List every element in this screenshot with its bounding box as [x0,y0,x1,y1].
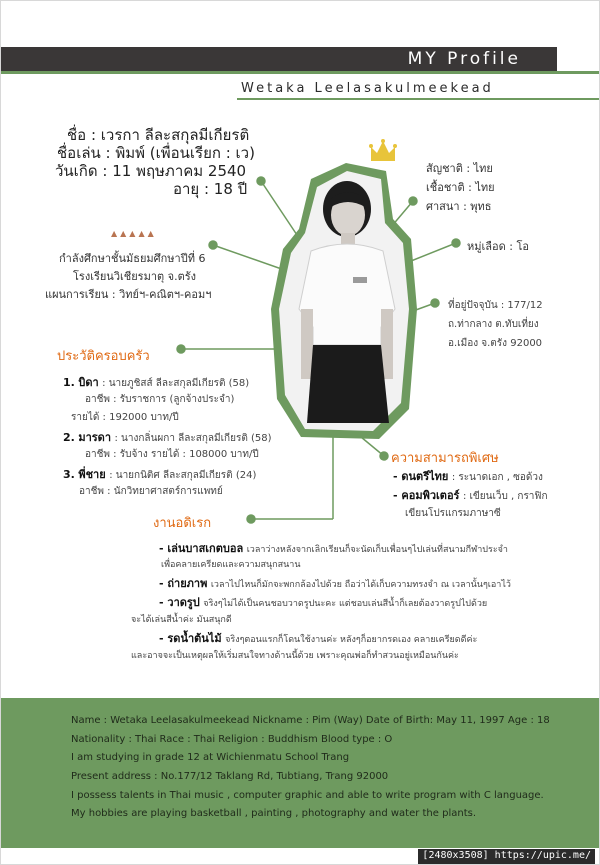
hobby-4-text: จริงๆตอนแรกก็โดนใช้งานค่ะ หลังๆก็อยากรดเอง คลายเครียดดีค่ะ [225,635,478,645]
address-line-2: ถ.ท่ากลาง ต.ทับเที่ยง [448,319,539,330]
summary-line-6: My hobbies are playing basketball , painting , photography and water the plants. [71,808,476,819]
nickname: ชื่อเล่น : พิมพ์ (เพื่อนเรียก : เว) [57,144,255,162]
talent-1 [393,467,543,485]
age: อายุ : 18 ปี [173,180,248,198]
blood-type-th: หมู่เลือด : โอ [467,240,529,253]
address-line-3: อ.เมือง จ.ตรัง 92000 [448,338,543,349]
hobby-1-label: - เล่นบาสเกตบอล [159,542,244,555]
family-heading: ประวัติครอบครัว [57,349,150,364]
hobby-3-text-2: จะได้เล่นสีน้ำค่ะ มันสนุกดี [131,615,232,625]
member-1-role: บิดา [78,376,99,389]
family-member-1 [63,373,249,391]
photo-frame-icon [271,159,421,441]
family-member-2 [63,428,272,446]
talent-1-text: : ระนาดเอก , ซอด้วง [451,472,543,483]
image-size-stamp: [2480x3508] https://upic.me/ [418,849,595,865]
member-3-name: : นายกนิติศ ลีละสกุลมีเกียรติ (24) [109,470,257,481]
member-3-job: อาชีพ : นักวิทยาศาสตร์การแพทย์ [79,486,223,497]
member-1-number: 1. [63,376,75,389]
hobby-heading: งานอดิเรก [153,516,212,531]
race-th: เชื้อชาติ : ไทย [426,181,495,194]
hobby-1-text: เวลาว่างหลังจากเลิกเรียนก็จะนัดเก็บเพื่อนๆไปเล่นที่สนามกีฬาประจำ [246,545,508,555]
hobby-3 [159,593,487,611]
hobby-3-label: - วาดรูป [159,596,200,609]
page-title: MY Profile [407,49,521,69]
talent-2 [393,486,548,504]
summary-line-4: Present address : No.177/12 Taklang Rd, Tubtiang, Trang 92000 [71,771,389,782]
study-plan: แผนการเรียน : วิทย์ฯ-คณิตฯ-คอมฯ [45,288,212,301]
member-3-role: พี่ชาย [78,468,106,481]
nationality-th: สัญชาติ : ไทย [426,162,493,175]
hobby-4-label: - รดน้ำต้นไม้ [159,632,222,645]
talent-2-label: - คอมพิวเตอร์ [393,489,460,502]
member-2-job: อาชีพ : รับจ้าง รายได้ : 108000 บาท/ปี [85,449,259,460]
hobby-1 [159,539,508,557]
school-name: โรงเรียนวิเชียรมาตุ จ.ตรัง [73,270,197,283]
profile-photo [271,159,421,441]
summary-line-5: I possess talents in Thai music , computer graphic and able to write program with C language. [71,790,544,801]
english-name: Wetaka Leelasakulmeekead [241,81,494,96]
member-3-number: 3. [63,468,75,481]
hobby-2-label: - ถ่ายภาพ [159,577,208,590]
member-2-role: มารดา [78,431,111,444]
hobby-2 [159,574,511,592]
religion-th: ศาสนา : พุทธ [426,200,492,213]
member-2-number: 2. [63,431,75,444]
hobby-4 [159,629,477,647]
member-1-income: รายได้ : 192000 บาท/ปี [71,412,179,423]
triangle-decoration: ▲▲▲▲▲ [111,229,157,238]
talent-heading: ความสามารถพิเศษ [391,451,499,466]
school-grade: กำลังศึกษาชั้นมัธยมศึกษาปีที่ 6 [59,252,206,265]
hobby-4-text-2: และอาจจะเป็นเหตุผลให้เริ่มสนใจทางด้านนี้ด้วย เพราะคุณพ่อก็ทำสวนอยู่เหมือนกันค่ะ [131,651,459,661]
name-thai: ชื่อ : เวรกา ลีละสกุลมีเกียรติ [67,126,250,144]
summary-line-1: Name : Wetaka Leelasakulmeekead Nickname : Pim (Way) Date of Birth: May 11, 1997 Age : 18 [71,715,550,726]
birth-date: วันเกิด : 11 พฤษภาคม 2540 [55,162,247,180]
talent-2-text: : เขียนเว็บ , กราฟิก [462,491,548,502]
summary-line-2: Nationality : Thai Race : Thai Religion : Buddhism Blood type : O [71,734,393,745]
hobby-3-text: จริงๆไม่ได้เป็นคนชอบวาดรูปนะคะ แต่ชอบเล่นสีน้ำก็เลยต้องวาดรูปไปด้วย [203,599,488,609]
talent-2-text-2: เขียนโปรแกรมภาษาซี [405,508,501,519]
crown-icon [369,139,397,165]
member-1-job: อาชีพ : รับราชการ (ลูกจ้างประจำ) [85,394,235,405]
summary-line-3: I am studying in grade 12 at Wichienmatu School Trang [71,752,350,763]
member-1-name: : นายภูชิสส์ ลีละสกุลมีเกียรติ (58) [102,378,250,389]
address-line-1: ที่อยู่ปัจจุบัน : 177/12 [448,300,543,311]
member-2-name: : นางกลิ่นผกา ลีละสกุลมีเกียรติ (58) [114,433,272,444]
hobby-2-text: เวลาไปไหนก็มักจะพกกล้องไปด้วย ถือว่าได้เก็บความทรงจำ ณ เวลานั้นๆเอาไว้ [210,580,511,590]
hobby-1-text-2: เพื่อคลายเครียดและความสนุกสนาน [161,560,301,570]
family-member-3 [63,465,256,483]
talent-1-label: - ดนตรีไทย [393,470,449,483]
english-summary-panel [1,698,600,848]
